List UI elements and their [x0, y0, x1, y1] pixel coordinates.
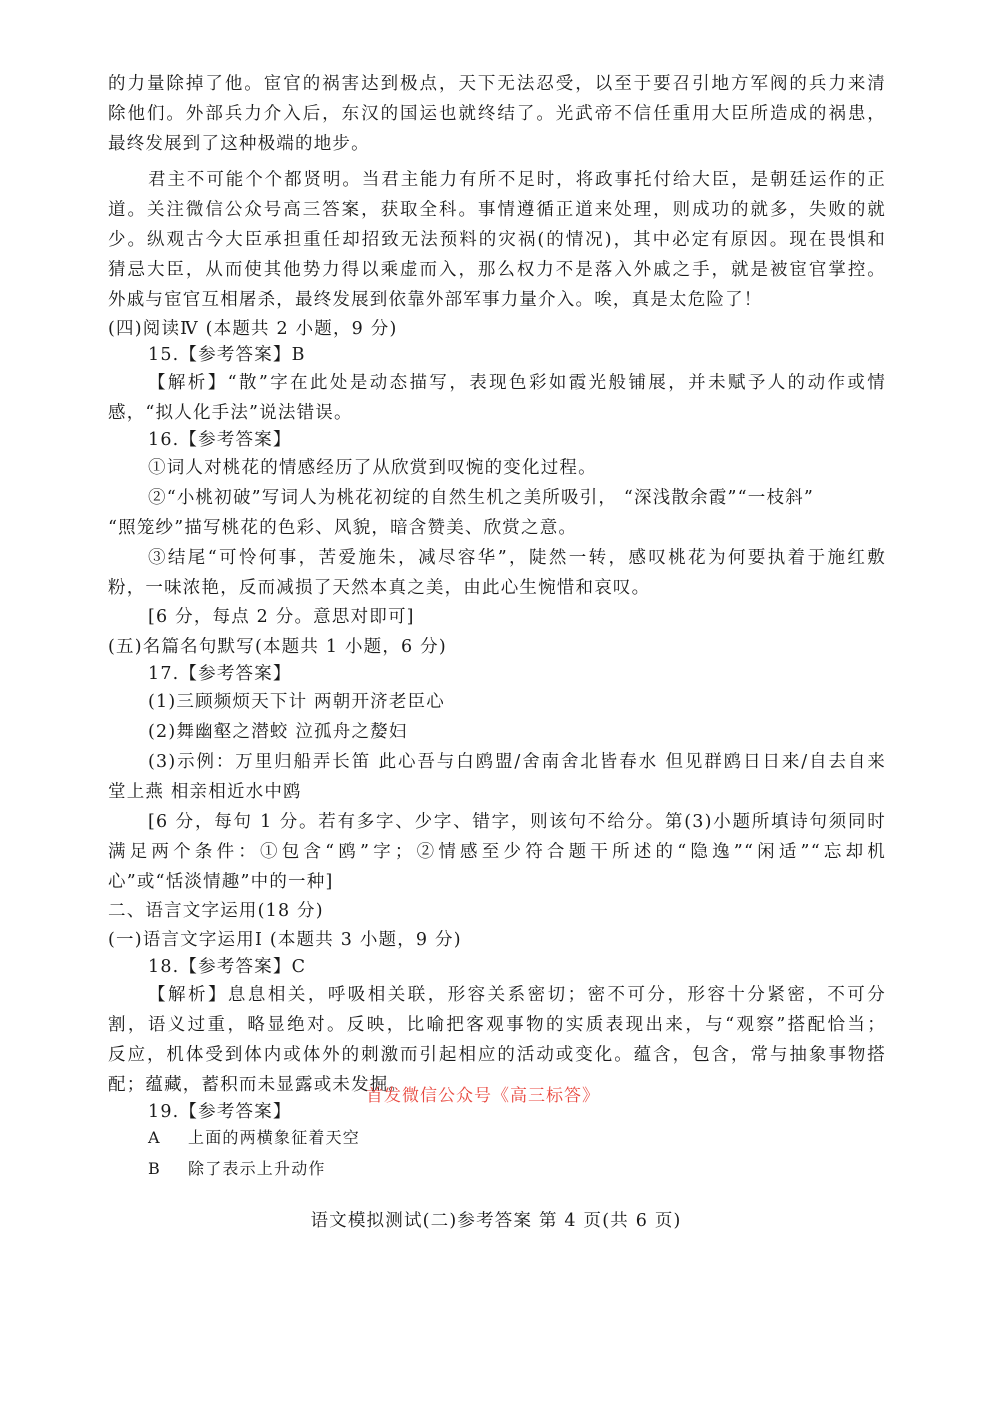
text-line: 【解析】息息相关，呼吸相关联，形容关系密切；密不可分，形容十分紧密，不可分 — [148, 985, 886, 1005]
section-heading: (五)名篇名句默写(本题共 1 小题，6 分) — [108, 637, 447, 657]
section-heading: (一)语言文字运用Ⅰ (本题共 3 小题，9 分) — [108, 930, 462, 950]
text-line: 少。纵观古今大臣承担重任却招致无法预料的灾祸(的情况)，其中必定有原因。现在畏惧和 — [108, 230, 886, 250]
answer-label: 16.【参考答案】 — [148, 430, 292, 450]
text-line: 配；蕴藏，蓄积而未显露或未发掘。 — [108, 1075, 408, 1095]
text-line: 外戚与宦官互相屠杀，最终发展到依靠外部军事力量介入。唉，真是太危险了！ — [108, 290, 763, 310]
text-line: 粉，一味浓艳，反而减损了天然本真之美，由此心生惋惜和哀叹。 — [108, 578, 651, 598]
text-line: 反应，机体受到体内或体外的刺激而引起相应的活动或变化。蕴含，包含，常与抽象事物搭 — [108, 1045, 886, 1065]
text-line: [6 分，每点 2 分。意思对即可] — [148, 607, 415, 627]
answer-label: 17.【参考答案】 — [148, 664, 292, 684]
answer-label: 15.【参考答案】B — [148, 345, 306, 365]
text-line: 心”或“恬淡情趣”中的一种] — [108, 872, 334, 892]
answer-item-a — [148, 1126, 360, 1150]
text-line: 猜忌大臣，从而使其他势力得以乘虚而入，那么权力不是落入外戚之手，就是被宦官掌控。 — [108, 260, 886, 280]
item-letter: A — [148, 1128, 161, 1147]
section-heading: (四)阅读Ⅳ (本题共 2 小题，9 分) — [108, 319, 398, 339]
answer-item-b — [148, 1157, 326, 1181]
item-letter: B — [148, 1159, 161, 1178]
item-text: 除了表示上升动作 — [188, 1159, 326, 1178]
text-line: (1)三顾频烦天下计 两朝开济老臣心 — [148, 692, 445, 712]
text-line: 感，“拟人化手法”说法错误。 — [108, 403, 353, 423]
text-line: (2)舞幽壑之潜蛟 泣孤舟之嫠妇 — [148, 722, 408, 742]
text-line: 堂上燕 相亲相近水中鸥 — [108, 782, 302, 802]
text-line: ②“小桃初破”写词人为桃花初绽的自然生机之美所吸引， “深浅散余霞”“一枝斜” — [148, 488, 815, 508]
text-line: [6 分，每句 1 分。若有多字、少字、错字，则该句不给分。第(3)小题所填诗句须同时 — [148, 812, 886, 832]
text-line: “照笼纱”描写桃花的色彩、风貌，暗含赞美、欣赏之意。 — [108, 518, 578, 538]
item-text: 上面的两横象征着天空 — [188, 1128, 361, 1147]
text-line: 君主不可能个个都贤明。当君主能力有所不足时，将政事托付给大臣，是朝廷运作的正 — [148, 170, 886, 190]
text-line: ①词人对桃花的情感经历了从欣赏到叹惋的变化过程。 — [148, 458, 597, 478]
text-line: 最终发展到了这种极端的地步。 — [108, 134, 370, 154]
text-line: 的力量除掉了他。宦官的祸害达到极点，天下无法忍受，以至于要召引地方军阀的兵力来清 — [108, 74, 886, 94]
text-line: 满足两个条件：①包含“鸥”字；②情感至少符合题干所述的“隐逸”“闲适”“忘却机 — [108, 842, 886, 862]
text-line: ③结尾“可怜何事，苦爱施朱，减尽容华”，陡然一转，感叹桃花为何要执着于施红敷 — [148, 548, 886, 568]
text-line: 除他们。外部兵力介入后，东汉的国运也就终结了。光武帝不信任重用大臣所造成的祸患， — [108, 104, 886, 124]
answer-label: 18.【参考答案】C — [148, 957, 307, 977]
answer-label: 19.【参考答案】 — [148, 1102, 292, 1122]
text-line: 割，语义过重，略显绝对。反映，比喻把客观事物的实质表现出来，与“观察”搭配恰当； — [108, 1015, 886, 1035]
watermark-stamp: 首发微信公众号《高三标答》 — [366, 1086, 600, 1106]
section-heading: 二、语言文字运用(18 分) — [108, 901, 324, 921]
page-footer: 语文模拟测试(二)参考答案 第 4 页(共 6 页) — [310, 1211, 682, 1231]
text-line: 【解析】“散”字在此处是动态描写，表现色彩如霞光般铺展，并未赋予人的动作或情 — [148, 373, 886, 393]
text-line: 道。关注微信公众号高三答案，获取全科。事情遵循正道来处理，则成功的就多，失败的就 — [108, 200, 886, 220]
text-line: (3)示例：万里归船弄长笛 此心吾与白鸥盟/舍南舍北皆春水 但见群鸥日日来/自去自来 — [148, 752, 886, 772]
